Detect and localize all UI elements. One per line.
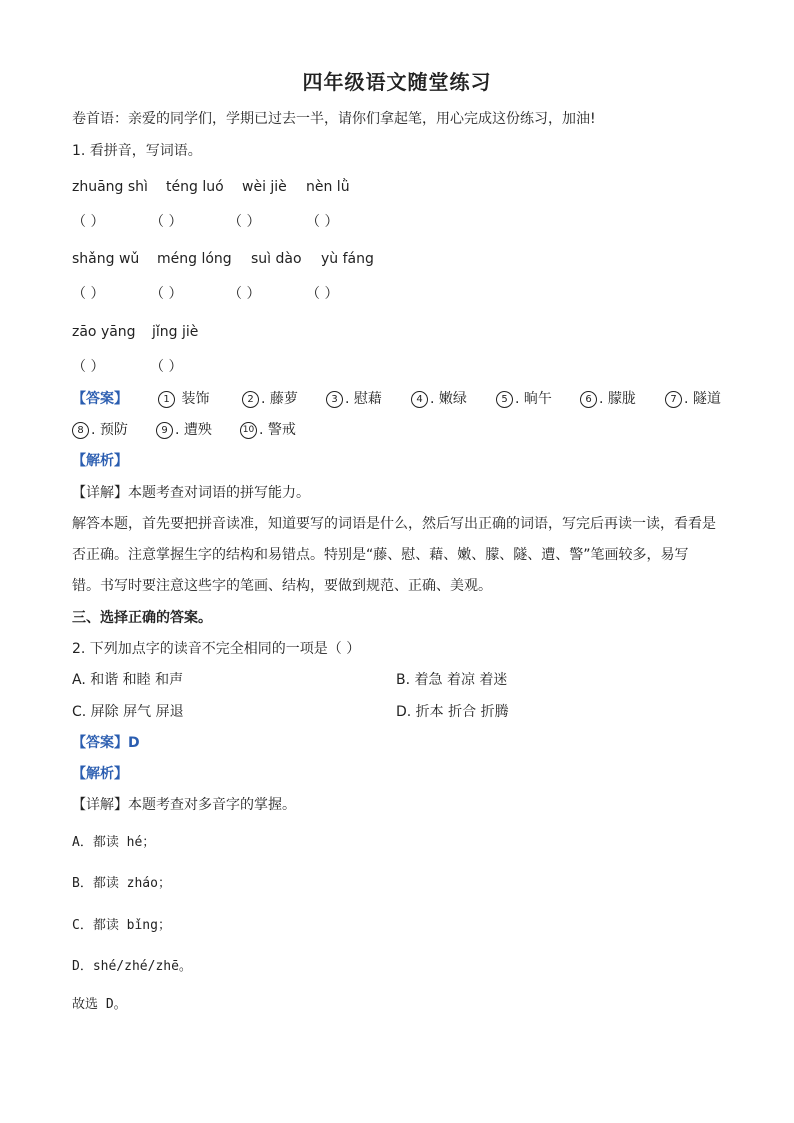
option-c: C. 屏除 屏气 屏退 (72, 704, 184, 720)
paren-row-3 (72, 358, 182, 376)
explain-c: C．都读 bǐng； (72, 918, 171, 933)
blank: （ ） (150, 214, 183, 230)
answer-item: 5 . 晌午 (496, 390, 552, 408)
pinyin: nèn lǜ (306, 179, 350, 195)
number-badge: 10 (240, 422, 257, 439)
number-badge: 6 (580, 391, 597, 408)
number-badge: 2 (242, 391, 259, 408)
number-badge: 9 (156, 422, 173, 439)
option-b: B. 着急 着凉 着迷 (396, 672, 508, 688)
pinyin: méng lóng (157, 251, 232, 267)
answer-tag: 【答案】 (72, 391, 128, 407)
number-badge: 8 (72, 422, 89, 439)
detail-text: 【详解】本题考查对词语的拼写能力。 (72, 485, 310, 501)
explain-line-2: 否正确。注意掌握生字的结构和易错点。特别是“藤、慰、藉、嫩、朦、隧、遭、警”笔画较多，易写 (72, 547, 689, 563)
answer-item (158, 390, 209, 408)
answer-word: 警戒 (267, 422, 296, 438)
answer-word: 装饰 (181, 391, 210, 407)
pinyin-row-2 (72, 250, 374, 268)
answer-word: 朦胧 (607, 391, 636, 407)
number-badge: 5 (496, 391, 513, 408)
answer-word: 遭殃 (183, 422, 212, 438)
blank: （ ） (72, 359, 105, 375)
q2-stem: 2. 下列加点字的读音不完全相同的一项是（ ） (72, 641, 361, 657)
pinyin: jǐng jiè (152, 324, 199, 340)
q2-detail: 【详解】本题考查对多音字的掌握。 (72, 797, 296, 813)
number-badge: 3 (326, 391, 343, 408)
blank: （ ） (72, 286, 105, 302)
pinyin: zāo yāng (72, 324, 136, 340)
answer-word: 晌午 (523, 391, 552, 407)
q1-stem: 1. 看拼音，写词语。 (72, 143, 202, 159)
intro-text: 卷首语：亲爱的同学们，学期已过去一半，请你们拿起笔，用心完成这份练习，加油! (72, 111, 596, 127)
pinyin: wèi jiè (242, 179, 287, 195)
pinyin: téng luó (166, 179, 224, 195)
explain-a: A．都读 hé； (72, 835, 156, 850)
number-badge: 1 (158, 391, 175, 408)
answer-word: 藤萝 (269, 391, 298, 407)
answer-item: 6 . 朦胧 (580, 390, 636, 408)
explain-line-3: 错。书写时要注意这些字的笔画、结构，要做到规范、正确、美观。 (72, 578, 492, 594)
analysis-tag: 【解析】 (72, 453, 128, 469)
blank: （ ） (72, 214, 105, 230)
q2-answer: 【答案】D (72, 735, 140, 751)
pinyin: shǎng wǔ (72, 251, 140, 267)
blank: （ ） (228, 286, 261, 302)
answer-item: 8 . 预防 (72, 421, 128, 439)
explain-b: B．都读 zháo； (72, 876, 171, 891)
answer-item: 7 . 隧道 (665, 390, 721, 408)
page-title: 四年级语文随堂练习 (302, 70, 492, 94)
option-d: D. 折本 折合 折腾 (396, 704, 509, 720)
q2-analysis-tag: 【解析】 (72, 766, 128, 782)
pinyin: suì dào (251, 251, 302, 267)
answer-item: 3 . 慰藉 (326, 390, 382, 408)
pinyin: yù fáng (321, 251, 374, 267)
explain-line-1: 解答本题，首先要把拼音读准，知道要写的词语是什么，然后写出正确的词语，写完后再读一读，看看是 (72, 516, 716, 532)
number-badge: 4 (411, 391, 428, 408)
answer-item: 10 . 警戒 (240, 421, 296, 439)
pinyin: zhuāng shì (72, 179, 148, 195)
paren-row-1 (72, 213, 338, 231)
answer-item: 4 . 嫩绿 (411, 390, 467, 408)
blank: （ ） (150, 286, 183, 302)
section-heading: 三、选择正确的答案。 (72, 610, 212, 626)
answer-item: 2 . 藤萝 (242, 390, 298, 408)
answer-word: 慰藉 (353, 391, 382, 407)
answer-item: 9 . 遭殃 (156, 421, 212, 439)
blank: （ ） (306, 214, 339, 230)
blank: （ ） (306, 286, 339, 302)
number-badge: 7 (665, 391, 682, 408)
answer-word: 隧道 (692, 391, 721, 407)
paren-row-2 (72, 285, 338, 303)
conclusion: 故选 D。 (72, 997, 127, 1012)
blank: （ ） (150, 359, 183, 375)
blank: （ ） (228, 214, 261, 230)
explain-d: D．shé/zhé/zhē。 (72, 959, 192, 974)
answer-word: 嫩绿 (438, 391, 467, 407)
pinyin-row-3 (72, 323, 198, 341)
pinyin-row-1 (72, 178, 350, 196)
answer-word: 预防 (99, 422, 128, 438)
option-a: A. 和谐 和睦 和声 (72, 672, 184, 688)
